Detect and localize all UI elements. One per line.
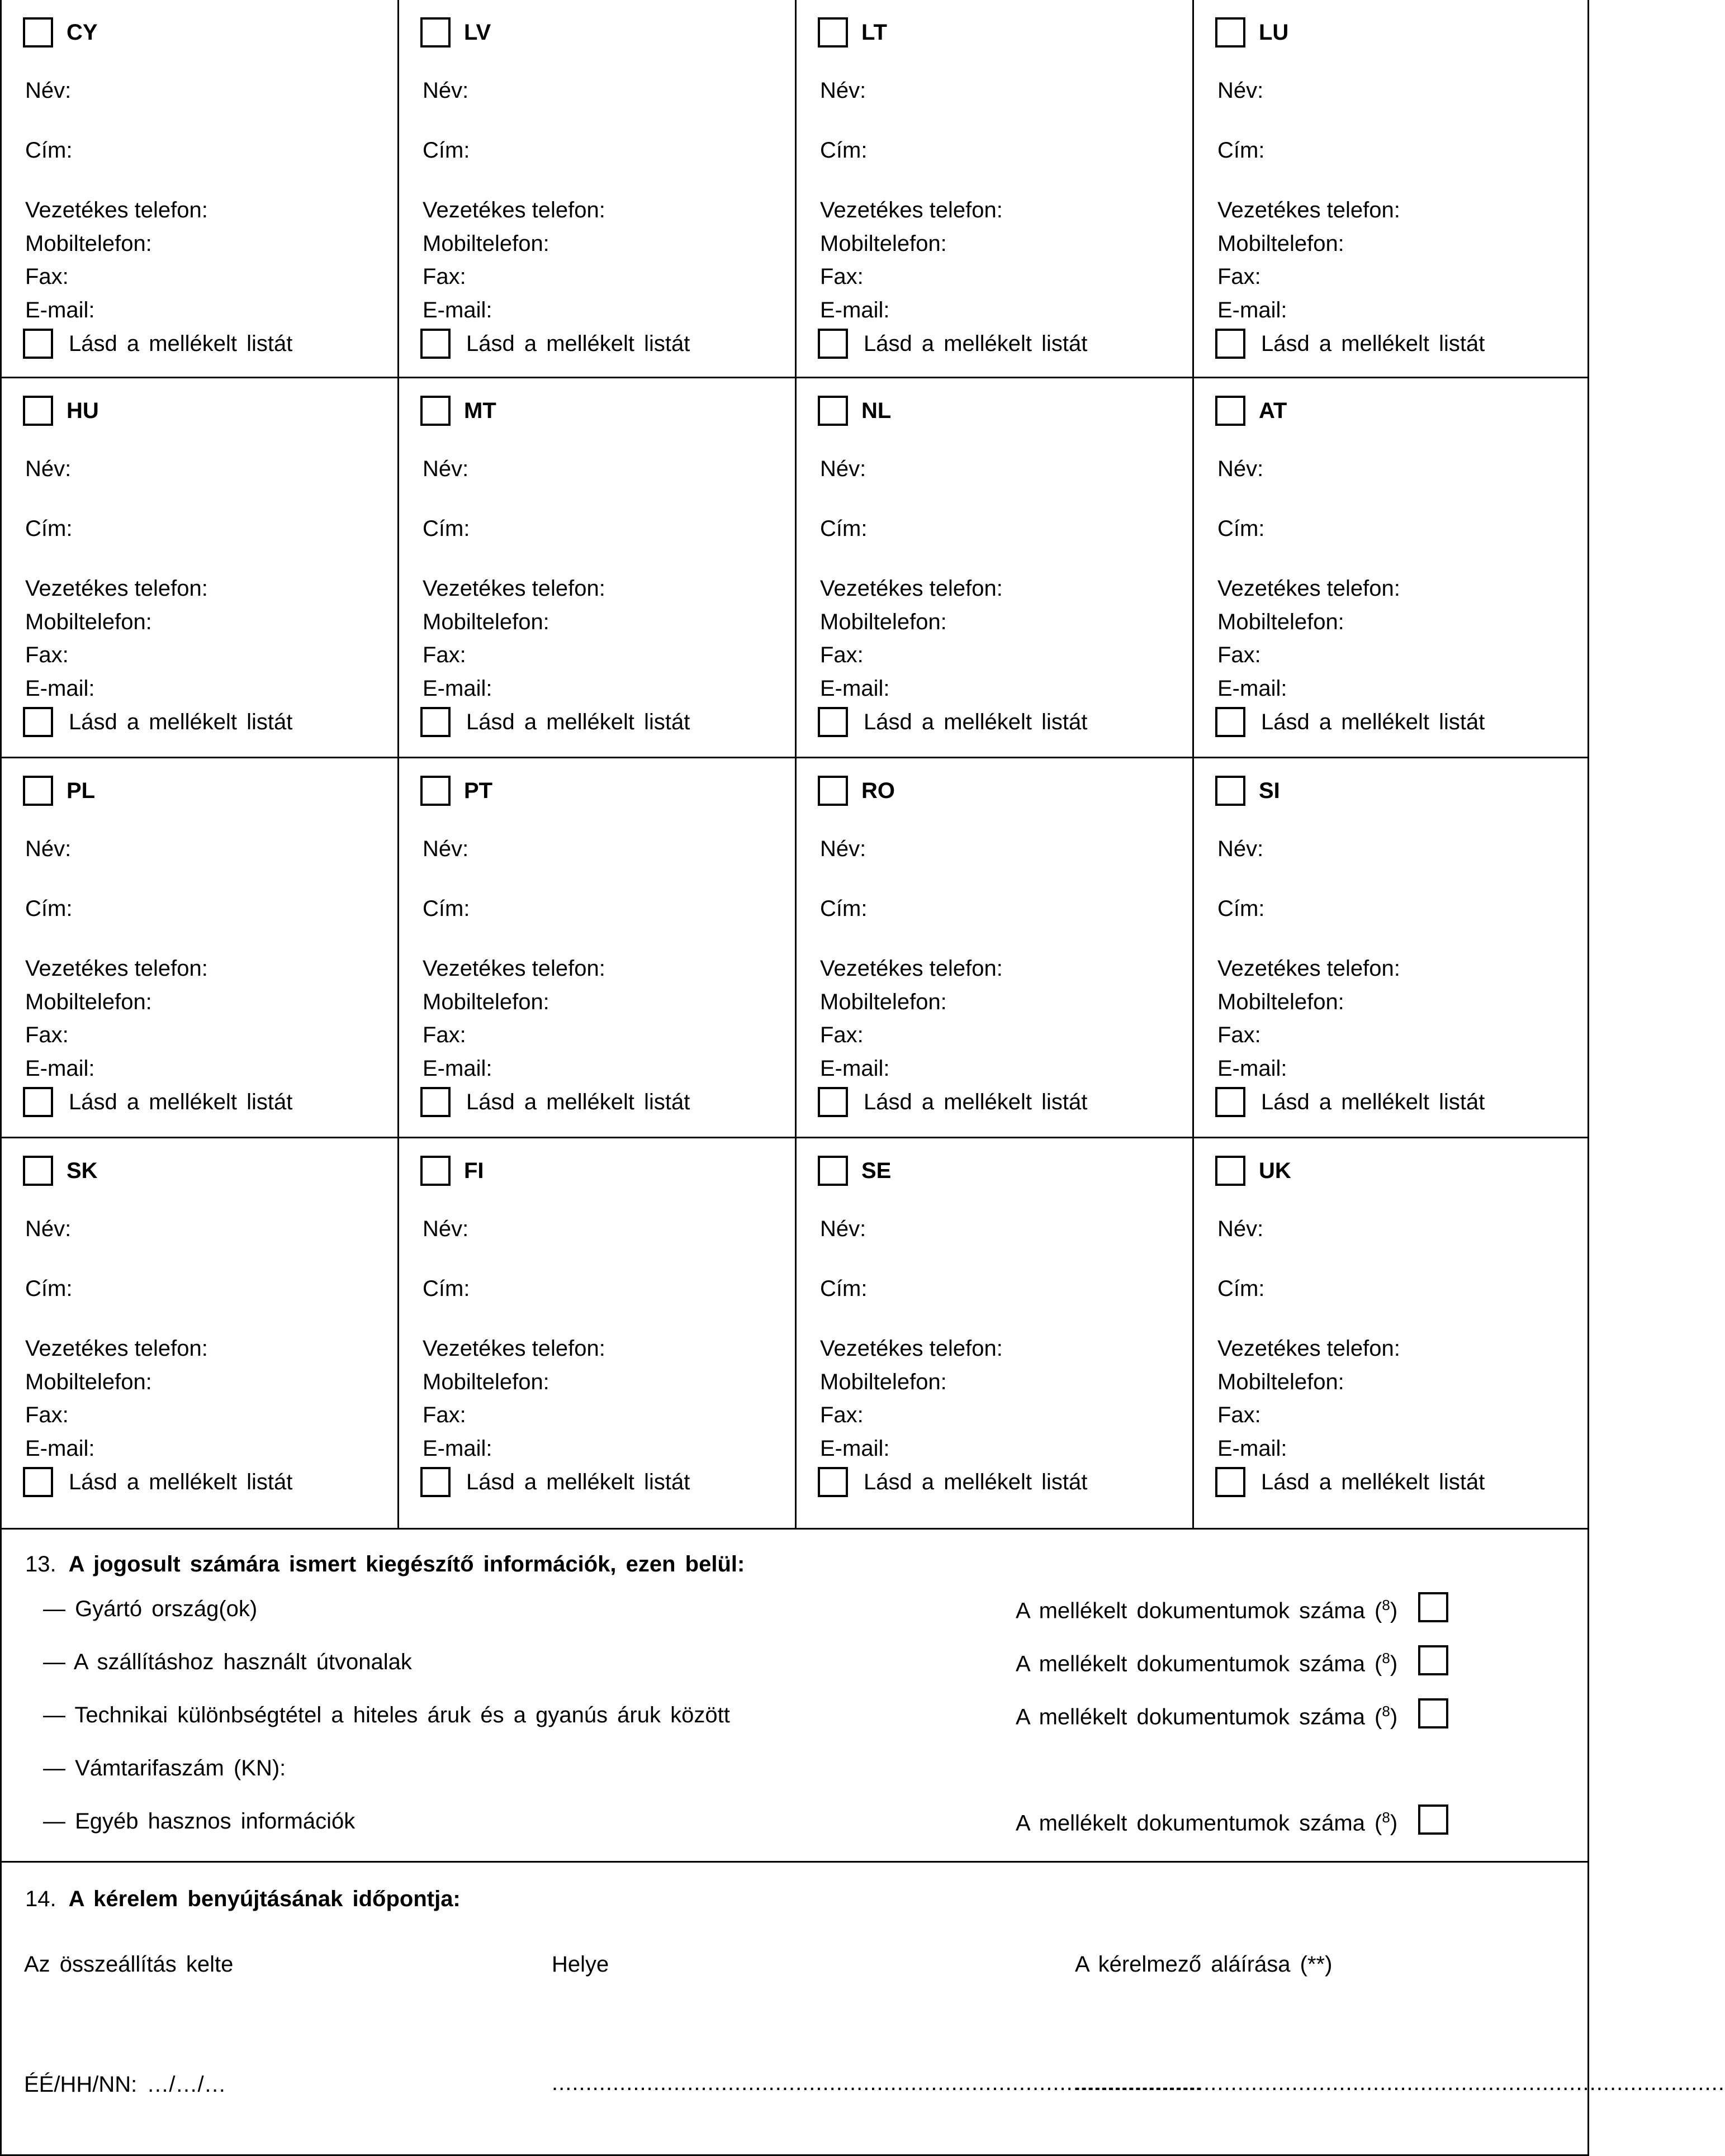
see-attached-label: Lásd a mellékelt listát <box>69 1469 293 1494</box>
section-13-additional-info <box>2 1530 1587 1863</box>
landline-label: Vezetékes telefon: <box>820 198 1003 222</box>
attached-docs-label: A mellékelt dokumentumok száma ($^8$) <box>1016 1809 1398 1836</box>
member-state-checkbox[interactable] <box>818 396 848 426</box>
section-14-heading <box>25 1887 461 1912</box>
mobile-label: Mobiltelefon: <box>423 990 549 1014</box>
address-label: Cím: <box>25 1276 73 1301</box>
name-label: Név: <box>820 1217 866 1241</box>
address-label: Cím: <box>423 896 470 921</box>
attached-docs-label: A mellékelt dokumentumok száma ($^8$) <box>1016 1597 1398 1623</box>
see-attached-label: Lásd a mellékelt listát <box>864 709 1088 734</box>
landline-label: Vezetékes telefon: <box>1217 576 1400 601</box>
mobile-label: Mobiltelefon: <box>423 1370 549 1394</box>
name-label: Név: <box>1217 1217 1264 1241</box>
address-label: Cím: <box>25 896 73 921</box>
mobile-label: Mobiltelefon: <box>1217 1370 1344 1394</box>
attached-docs-label: A mellékelt dokumentumok száma ($^8$) <box>1016 1703 1398 1730</box>
mobile-label: Mobiltelefon: <box>25 231 152 256</box>
country-code: HU <box>67 398 99 423</box>
landline-label: Vezetékes telefon: <box>820 956 1003 981</box>
landline-label: Vezetékes telefon: <box>1217 956 1400 981</box>
member-state-cell-ro <box>797 758 1194 1137</box>
address-label: Cím: <box>820 138 868 163</box>
see-attached-checkbox[interactable] <box>818 1467 848 1497</box>
country-code: RO <box>861 778 895 803</box>
member-state-row <box>2 1138 1587 1530</box>
see-attached-label: Lásd a mellékelt listát <box>864 331 1088 356</box>
info-item-manufacturing-countries <box>43 1592 1587 1626</box>
country-code: LT <box>861 20 887 45</box>
country-code: UK <box>1259 1158 1291 1183</box>
see-attached-label: Lásd a mellékelt listát <box>864 1089 1088 1114</box>
address-label: Cím: <box>820 516 868 541</box>
name-label: Név: <box>1217 837 1264 861</box>
name-label: Név: <box>820 78 866 103</box>
section-number: 14. <box>25 1887 56 1911</box>
mobile-label: Mobiltelefon: <box>820 610 947 634</box>
section-number: 13. <box>25 1552 56 1576</box>
email-label: E-mail: <box>1217 1056 1287 1081</box>
address-label: Cím: <box>25 138 73 163</box>
mobile-label: Mobiltelefon: <box>820 990 947 1014</box>
see-attached-checkbox[interactable] <box>818 329 848 359</box>
landline-label: Vezetékes telefon: <box>423 1336 605 1361</box>
see-attached-checkbox[interactable] <box>818 707 848 737</box>
email-label: E-mail: <box>25 1436 95 1461</box>
fax-label: Fax: <box>1217 1403 1261 1427</box>
address-label: Cím: <box>1217 896 1265 921</box>
email-label: E-mail: <box>1217 1436 1287 1461</box>
see-attached-checkbox[interactable] <box>1215 707 1245 737</box>
section-13-heading <box>25 1552 745 1577</box>
fax-label: Fax: <box>820 643 864 667</box>
member-state-checkbox[interactable] <box>818 776 848 806</box>
see-attached-checkbox[interactable] <box>1215 329 1245 359</box>
mobile-label: Mobiltelefon: <box>820 231 947 256</box>
section-title: A kérelem benyújtásának időpontja: <box>68 1887 461 1911</box>
info-item-other-info <box>43 1804 1587 1838</box>
fax-label: Fax: <box>1217 643 1261 667</box>
info-item-technical-differences <box>43 1698 1587 1732</box>
name-label: Név: <box>423 837 469 861</box>
name-label: Név: <box>423 457 469 481</box>
see-attached-label: Lásd a mellékelt listát <box>69 1089 293 1114</box>
see-attached-checkbox[interactable] <box>420 1467 451 1497</box>
fax-label: Fax: <box>25 1023 69 1047</box>
name-label: Név: <box>820 457 866 481</box>
fax-label: Fax: <box>423 643 466 667</box>
address-label: Cím: <box>820 896 868 921</box>
info-item-label: — Technikai különbségtétel a hiteles áruk és a gyanús áruk között <box>43 1703 730 1727</box>
see-attached-label: Lásd a mellékelt listát <box>466 1089 690 1114</box>
name-label: Név: <box>820 837 866 861</box>
member-state-checkbox[interactable] <box>1215 776 1245 806</box>
address-label: Cím: <box>423 138 470 163</box>
email-label: E-mail: <box>423 1056 492 1081</box>
landline-label: Vezetékes telefon: <box>820 1336 1003 1361</box>
member-state-cell-sk <box>2 1138 399 1528</box>
fax-label: Fax: <box>1217 1023 1261 1047</box>
see-attached-label: Lásd a mellékelt listát <box>69 331 293 356</box>
fax-label: Fax: <box>423 1403 466 1427</box>
see-attached-label: Lásd a mellékelt listát <box>1261 1089 1485 1114</box>
country-code: AT <box>1259 398 1287 423</box>
see-attached-checkbox[interactable] <box>420 329 451 359</box>
member-state-checkbox[interactable] <box>818 17 848 48</box>
mobile-label: Mobiltelefon: <box>25 1370 152 1394</box>
mobile-label: Mobiltelefon: <box>1217 610 1344 634</box>
country-code: NL <box>861 398 892 423</box>
date-label: Az összeállítás kelte <box>24 1952 234 1977</box>
country-code: CY <box>67 20 98 45</box>
country-code: LU <box>1259 20 1289 45</box>
landline-label: Vezetékes telefon: <box>423 956 605 981</box>
member-state-checkbox[interactable] <box>23 776 53 806</box>
member-state-checkbox[interactable] <box>818 1156 848 1186</box>
attached-docs-checkbox[interactable] <box>1418 1645 1448 1675</box>
info-item-label: — Egyéb hasznos információk <box>43 1809 356 1834</box>
member-state-cell-pl <box>2 758 399 1137</box>
landline-label: Vezetékes telefon: <box>1217 1336 1400 1361</box>
member-state-row <box>2 758 1587 1138</box>
mobile-label: Mobiltelefon: <box>1217 231 1344 256</box>
member-state-cell-nl <box>797 378 1194 757</box>
place-label: Helye <box>552 1952 609 1977</box>
country-code: PT <box>464 778 493 803</box>
country-code: LV <box>464 20 491 45</box>
attached-docs-checkbox[interactable] <box>1418 1698 1448 1728</box>
see-attached-checkbox[interactable] <box>23 329 53 359</box>
info-item-tariff-number <box>43 1751 1587 1785</box>
email-label: E-mail: <box>1217 676 1287 701</box>
info-item-routes <box>43 1645 1587 1679</box>
place-field[interactable]: ................................................................................................ <box>552 2070 1202 2095</box>
date-field[interactable]: ÉÉ/HH/NN: …/…/… <box>24 2072 226 2097</box>
country-code: MT <box>464 398 496 423</box>
see-attached-label: Lásd a mellékelt listát <box>1261 709 1485 734</box>
email-label: E-mail: <box>423 676 492 701</box>
see-attached-checkbox[interactable] <box>1215 1467 1245 1497</box>
email-label: E-mail: <box>25 676 95 701</box>
see-attached-label: Lásd a mellékelt listát <box>466 331 690 356</box>
attached-docs-checkbox[interactable] <box>1418 1592 1448 1622</box>
member-state-checkbox[interactable] <box>1215 17 1245 48</box>
member-state-row <box>2 0 1587 378</box>
landline-label: Vezetékes telefon: <box>25 198 208 222</box>
member-state-checkbox[interactable] <box>420 17 451 48</box>
email-label: E-mail: <box>820 1436 890 1461</box>
member-state-checkbox[interactable] <box>23 1156 53 1186</box>
section-14-submission-date <box>2 1863 1725 2154</box>
member-state-grid <box>2 0 1587 1530</box>
see-attached-checkbox[interactable] <box>420 1087 451 1117</box>
email-label: E-mail: <box>820 676 890 701</box>
email-label: E-mail: <box>1217 298 1287 322</box>
mobile-label: Mobiltelefon: <box>423 231 549 256</box>
fax-label: Fax: <box>423 264 466 289</box>
member-state-cell-lv <box>399 0 797 377</box>
email-label: E-mail: <box>423 298 492 322</box>
see-attached-checkbox[interactable] <box>23 1087 53 1117</box>
email-label: E-mail: <box>423 1436 492 1461</box>
fax-label: Fax: <box>820 264 864 289</box>
see-attached-label: Lásd a mellékelt listát <box>864 1469 1088 1494</box>
member-state-cell-pt <box>399 758 797 1137</box>
name-label: Név: <box>25 1217 72 1241</box>
landline-label: Vezetékes telefon: <box>423 198 605 222</box>
landline-label: Vezetékes telefon: <box>25 1336 208 1361</box>
name-label: Név: <box>1217 78 1264 103</box>
landline-label: Vezetékes telefon: <box>820 576 1003 601</box>
address-label: Cím: <box>1217 138 1265 163</box>
fax-label: Fax: <box>820 1023 864 1047</box>
member-state-checkbox[interactable] <box>23 396 53 426</box>
member-state-checkbox[interactable] <box>23 17 53 48</box>
see-attached-label: Lásd a mellékelt listát <box>1261 1469 1485 1494</box>
see-attached-label: Lásd a mellékelt listát <box>466 709 690 734</box>
member-state-cell-mt <box>399 378 797 757</box>
email-label: E-mail: <box>25 1056 95 1081</box>
member-state-checkbox[interactable] <box>420 776 451 806</box>
address-label: Cím: <box>423 1276 470 1301</box>
member-state-checkbox[interactable] <box>1215 1156 1245 1186</box>
landline-label: Vezetékes telefon: <box>1217 198 1400 222</box>
see-attached-label: Lásd a mellékelt listát <box>1261 331 1485 356</box>
member-state-cell-si <box>1194 758 1587 1137</box>
signature-field[interactable]: ................................................................................................ <box>1075 2070 1725 2095</box>
mobile-label: Mobiltelefon: <box>820 1370 947 1394</box>
email-label: E-mail: <box>820 1056 890 1081</box>
see-attached-checkbox[interactable] <box>23 707 53 737</box>
member-state-cell-uk <box>1194 1138 1587 1528</box>
fax-label: Fax: <box>25 1403 69 1427</box>
landline-label: Vezetékes telefon: <box>25 576 208 601</box>
landline-label: Vezetékes telefon: <box>423 576 605 601</box>
mobile-label: Mobiltelefon: <box>1217 990 1344 1014</box>
address-label: Cím: <box>1217 1276 1265 1301</box>
country-code: SE <box>861 1158 892 1183</box>
mobile-label: Mobiltelefon: <box>25 990 152 1014</box>
address-label: Cím: <box>25 516 73 541</box>
member-state-cell-at <box>1194 378 1587 757</box>
country-code: PL <box>67 778 96 803</box>
member-state-cell-cy <box>2 0 399 377</box>
name-label: Név: <box>25 78 72 103</box>
name-label: Név: <box>25 837 72 861</box>
attached-docs-checkbox[interactable] <box>1418 1804 1448 1835</box>
info-item-label: — Vámtarifaszám (KN): <box>43 1756 286 1780</box>
see-attached-checkbox[interactable] <box>23 1467 53 1497</box>
member-state-cell-hu <box>2 378 399 757</box>
fax-label: Fax: <box>25 643 69 667</box>
address-label: Cím: <box>1217 516 1265 541</box>
info-item-label: — Gyártó ország(ok) <box>43 1597 258 1621</box>
name-label: Név: <box>25 457 72 481</box>
fax-label: Fax: <box>1217 264 1261 289</box>
member-state-cell-lu <box>1194 0 1587 377</box>
member-state-cell-lt <box>797 0 1194 377</box>
member-state-row <box>2 378 1587 758</box>
landline-label: Vezetékes telefon: <box>25 956 208 981</box>
see-attached-checkbox[interactable] <box>818 1087 848 1117</box>
info-item-label: — A szállításhoz használt útvonalak <box>43 1650 412 1674</box>
email-label: E-mail: <box>820 298 890 322</box>
member-state-checkbox[interactable] <box>1215 396 1245 426</box>
member-state-checkbox[interactable] <box>420 396 451 426</box>
attached-docs-label: A mellékelt dokumentumok száma ($^8$) <box>1016 1650 1398 1677</box>
fax-label: Fax: <box>423 1023 466 1047</box>
country-code: SI <box>1259 778 1280 803</box>
name-label: Név: <box>423 1217 469 1241</box>
name-label: Név: <box>423 78 469 103</box>
country-code: SK <box>67 1158 98 1183</box>
member-state-checkbox[interactable] <box>420 1156 451 1186</box>
fax-label: Fax: <box>820 1403 864 1427</box>
country-code: FI <box>464 1158 484 1183</box>
mobile-label: Mobiltelefon: <box>25 610 152 634</box>
section-title: A jogosult számára ismert kiegészítő információk, ezen belül: <box>68 1552 745 1576</box>
member-state-cell-fi <box>399 1138 797 1528</box>
see-attached-label: Lásd a mellékelt listát <box>69 709 293 734</box>
mobile-label: Mobiltelefon: <box>423 610 549 634</box>
fax-label: Fax: <box>25 264 69 289</box>
name-label: Név: <box>1217 457 1264 481</box>
member-state-cell-se <box>797 1138 1194 1528</box>
email-label: E-mail: <box>25 298 95 322</box>
address-label: Cím: <box>820 1276 868 1301</box>
see-attached-checkbox[interactable] <box>1215 1087 1245 1117</box>
see-attached-label: Lásd a mellékelt listát <box>466 1469 690 1494</box>
signature-label: A kérelmező aláírása (**) <box>1075 1952 1333 1977</box>
see-attached-checkbox[interactable] <box>420 707 451 737</box>
address-label: Cím: <box>423 516 470 541</box>
